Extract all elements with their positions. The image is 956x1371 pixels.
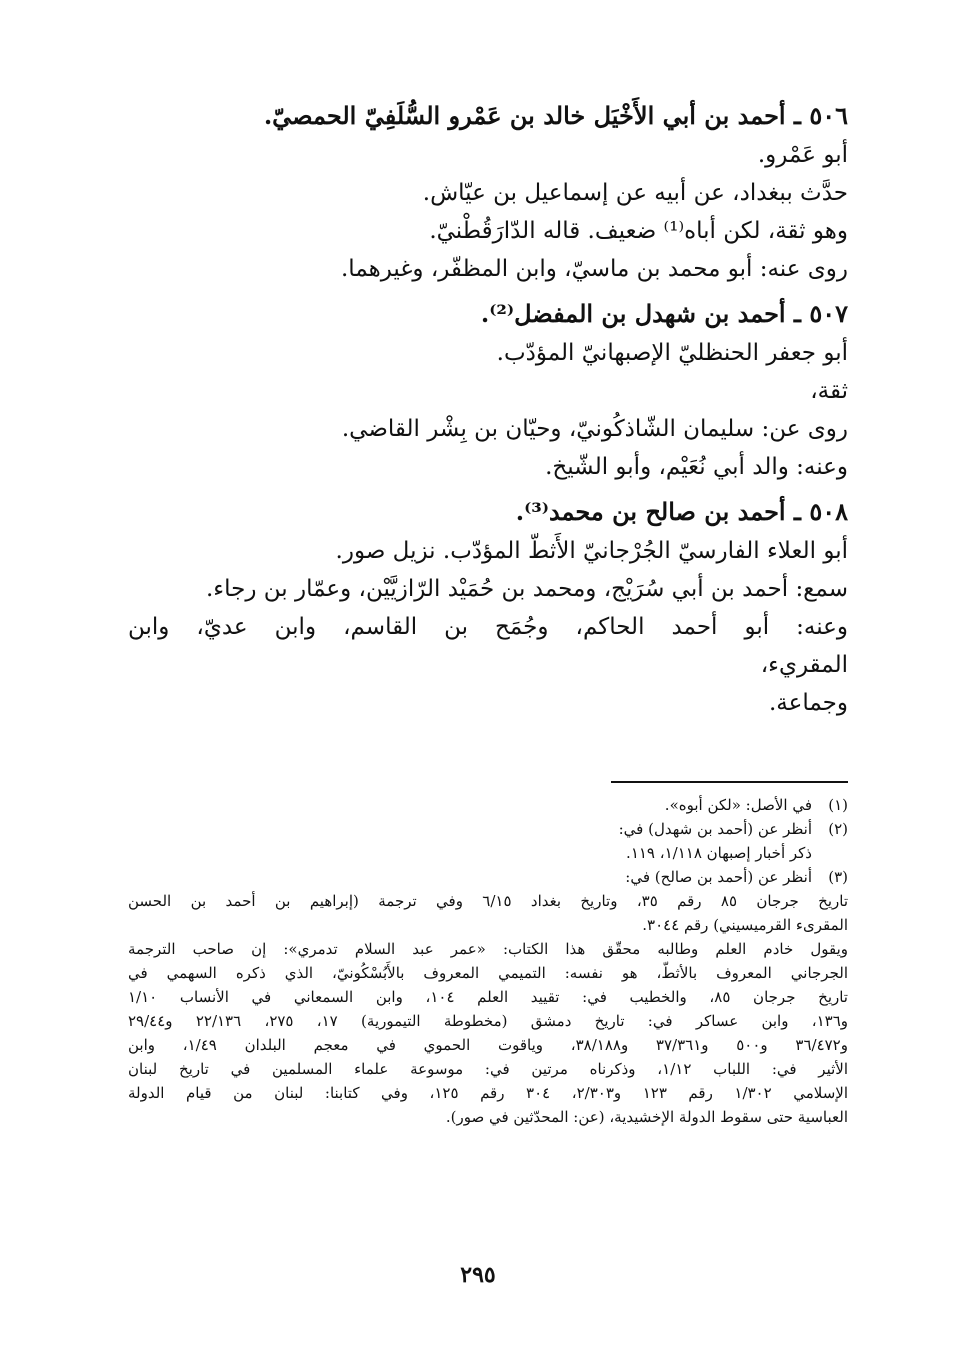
footnote-3-line-10: العباسية حتى سقوط الدولة الإخشيدية، (عن: المحدّثين في صور). [445,1108,848,1126]
entry-507-line-4: وعنه: والد أبي نُعَيْم، وأبو الشّيخ. [545,454,848,480]
entry-508-line-4: المقريء، [760,652,848,678]
entry-506-line-2: حدَّث ببغداد، عن أبيه عن إسماعيل بن عيّاش. [422,180,848,206]
entry-508-line-3: وعنه: أبو أحمد الحاكم، وجُمَح بن القاسم، وابن عديّ، وابن [128,614,848,640]
entry-506-line-1: أبو عَمْرو. [757,142,848,168]
footnote-3-line-6: و١٣٦، وابن عساكر في: تاريخ دمشق (مخطوطة التيمورية) ١٧، ٢٧٥، ٢٢/١٣٦ و٢٩/٤٤ [128,1012,849,1030]
footnote-3-line-5: تاريخ جرجان ٨٥، والخطيب في: تقييد العلم ١٠٤، وابن السمعاني في الأنساب ١/١٠ [128,988,848,1006]
entry-506-line-3: وهو ثقة، لكن أباه⁽¹⁾ ضعيف. قاله الدّارَقُطْنيّ. [429,218,848,244]
entry-507-line-1: أبو جعفر الحنظليّ الإصبهانيّ المؤدّب. [496,340,848,366]
footnote-number: (٣) [828,868,848,886]
footnote-2-cont [128,841,848,865]
footnote-2 [128,817,848,841]
footnote-3-line-1: تاريخ جرجان ٨٥ رقم ٣٥، وتاريخ بغداد ٦/١٥ وفي ترجمة (إبراهيم بن أحمد بن الحسن [128,892,848,910]
footnote-3 [128,865,848,889]
entry-507-line-2: ثقة، [810,378,848,404]
entry-heading-507: ٥٠٧ ـ أحمد بن شهدل بن المفضل⁽²⁾. [480,299,848,328]
footnote-3-line-3: ويقول خادم العلم وطالبه محقّق هذا الكتاب: «عمر عبد السلام تدمري»: إن صاحب الترجمة [128,940,848,958]
footnote-divider [611,781,848,783]
footnote-text: في الأصل: «لكن أبوه». [664,796,812,814]
footnote-text: أنظر عن (أحمد بن صالح) في: [625,868,812,886]
footnote-text: أنظر عن (أحمد بن شهدل) في: [618,820,812,838]
entry-heading-506: ٥٠٦ ـ أحمد بن أبي الأَخْيَل خالد بن عَمْرو السُّلَفِيّ الحمصيّ. [263,101,848,130]
entry-507-line-3: روى عن: سليمان الشّاذكُونيّ، وحيّان بن بِشْر القاضي. [341,416,848,442]
entry-508-line-5: وجماعة. [769,690,848,716]
footnote-3-line-9: الإسلامي ١/٣٠٢ رقم ١٢٣ و٢/٣٠٣، ٣٠٤ رقم ١٢٥، وفي كتابنا: لبنان من قيام الدولة [128,1084,849,1102]
footnotes [128,793,848,1129]
entry-508-line-2: سمع: أحمد بن أبي سُرَيْج، ومحمد بن حُمَيْد الرّازيَّيْن، وعمّار بن رجاء. [205,576,848,602]
entry-508-line-1: أبو العلاء الفارسيّ الجُرْجانيّ الأَثطّ المؤدّب. نزيل صور. [335,538,848,564]
main-text [128,96,848,722]
entry-506-line-4: روى عنه: أبو محمد بن ماسيّ، وابن المظفّر، وغيرهما. [341,256,848,282]
footnote-1 [128,793,848,817]
footnote-3-line-8: الأثير في: اللباب ١/١٢، وذكرناه مرتين في: موسوعة علماء المسلمين في تاريخ لبنان [128,1060,849,1078]
page-number: ٢٩٥ [460,1262,496,1288]
footnote-3-line-4: الجرجاني المعروف بالأثطّ، هو نفسه: التميمي المعروف بالأَبُسْكُونيّ، الذي ذكره السهمي في [128,964,848,982]
footnote-number: (٢) [828,820,848,838]
footnote-3-line-7: و٣٦/٤٧٢ و٥٠٠ و٣٧/٣٦١ و٣٨/١٨٨، وياقوت الحموي في معجم البلدان ١/٤٩، وابن [128,1036,848,1054]
footnote-3-line-2: المقرىء القرميسيني) رقم ٣٠٤٤. [642,916,848,934]
footnote-text: ذكر أخبار إصبهان ١/١١٨، ١١٩. [626,844,812,862]
footnote-number: (١) [828,796,848,814]
entry-heading-508: ٥٠٨ ـ أحمد بن صالح بن محمد⁽³⁾. [515,497,848,526]
